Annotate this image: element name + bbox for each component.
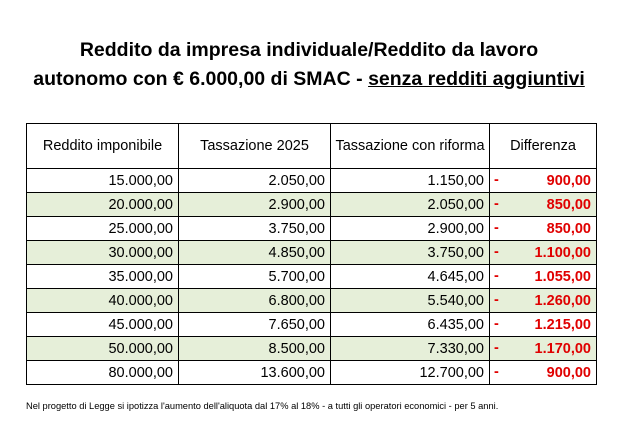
cell-tassazione-2025: 6.800,00 [179, 289, 331, 313]
cell-tassazione-2025: 5.700,00 [179, 265, 331, 289]
differenza-value: 1.055,00 [534, 268, 591, 285]
cell-tassazione-riforma: 2.050,00 [331, 193, 490, 217]
table-row [27, 337, 597, 361]
cell-imponibile: 80.000,00 [27, 361, 179, 385]
cell-differenza [490, 337, 597, 361]
differenza-value: 1.260,00 [534, 292, 591, 309]
footnote: Nel progetto di Legge si ipotizza l'aumento dell'aliquota dal 17% al 18% - a tutti gli operatori economici - per 5 anni. [26, 401, 499, 411]
differenza-value: 850,00 [546, 220, 591, 237]
cell-tassazione-2025: 4.850,00 [179, 241, 331, 265]
cell-tassazione-2025: 3.750,00 [179, 217, 331, 241]
table-row [27, 361, 597, 385]
cell-tassazione-riforma: 5.540,00 [331, 289, 490, 313]
minus-sign: - [494, 316, 499, 332]
table-row [27, 289, 597, 313]
cell-tassazione-riforma: 4.645,00 [331, 265, 490, 289]
tax-comparison-table [26, 123, 597, 385]
title-line-2-underlined: senza redditi aggiuntivi [368, 68, 585, 90]
cell-differenza [490, 313, 597, 337]
minus-sign: - [494, 220, 499, 236]
cell-tassazione-2025: 8.500,00 [179, 337, 331, 361]
header-differenza: Differenza [490, 124, 597, 169]
differenza-value: 900,00 [546, 364, 591, 381]
cell-imponibile: 30.000,00 [27, 241, 179, 265]
differenza-value: 1.215,00 [534, 316, 591, 333]
cell-tassazione-2025: 2.900,00 [179, 193, 331, 217]
cell-imponibile: 45.000,00 [27, 313, 179, 337]
cell-differenza [490, 241, 597, 265]
minus-sign: - [494, 268, 499, 284]
table-row [27, 193, 597, 217]
cell-tassazione-riforma: 12.700,00 [331, 361, 490, 385]
table-row [27, 265, 597, 289]
cell-tassazione-riforma: 3.750,00 [331, 241, 490, 265]
cell-imponibile: 25.000,00 [27, 217, 179, 241]
header-reddito-imponibile: Reddito imponibile [27, 124, 179, 169]
minus-sign: - [494, 340, 499, 356]
cell-imponibile: 50.000,00 [27, 337, 179, 361]
minus-sign: - [494, 196, 499, 212]
cell-differenza [490, 361, 597, 385]
minus-sign: - [494, 292, 499, 308]
document-title [0, 36, 618, 94]
cell-tassazione-riforma: 6.435,00 [331, 313, 490, 337]
cell-tassazione-riforma: 1.150,00 [331, 169, 490, 193]
cell-differenza [490, 265, 597, 289]
minus-sign: - [494, 244, 499, 260]
cell-differenza [490, 193, 597, 217]
cell-tassazione-2025: 2.050,00 [179, 169, 331, 193]
cell-imponibile: 40.000,00 [27, 289, 179, 313]
differenza-value: 900,00 [546, 172, 591, 189]
cell-differenza [490, 217, 597, 241]
table-header-row [27, 124, 597, 169]
cell-tassazione-riforma: 2.900,00 [331, 217, 490, 241]
table-row [27, 313, 597, 337]
cell-tassazione-riforma: 7.330,00 [331, 337, 490, 361]
minus-sign: - [494, 172, 499, 188]
minus-sign: - [494, 364, 499, 380]
cell-differenza [490, 169, 597, 193]
title-line-2-prefix: autonomo con € 6.000,00 di SMAC - [33, 68, 369, 90]
title-line-1: Reddito da impresa individuale/Reddito da lavoro [79, 39, 539, 61]
cell-tassazione-2025: 7.650,00 [179, 313, 331, 337]
table-row [27, 217, 597, 241]
header-tassazione-riforma: Tassazione con riforma [331, 124, 490, 169]
cell-tassazione-2025: 13.600,00 [179, 361, 331, 385]
header-tassazione-2025: Tassazione 2025 [179, 124, 331, 169]
differenza-value: 850,00 [546, 196, 591, 213]
table-row [27, 241, 597, 265]
table-row [27, 169, 597, 193]
title-line-2 [0, 65, 618, 94]
cell-imponibile: 35.000,00 [27, 265, 179, 289]
cell-differenza [490, 289, 597, 313]
differenza-value: 1.100,00 [534, 244, 591, 261]
differenza-value: 1.170,00 [534, 340, 591, 357]
cell-imponibile: 20.000,00 [27, 193, 179, 217]
cell-imponibile: 15.000,00 [27, 169, 179, 193]
